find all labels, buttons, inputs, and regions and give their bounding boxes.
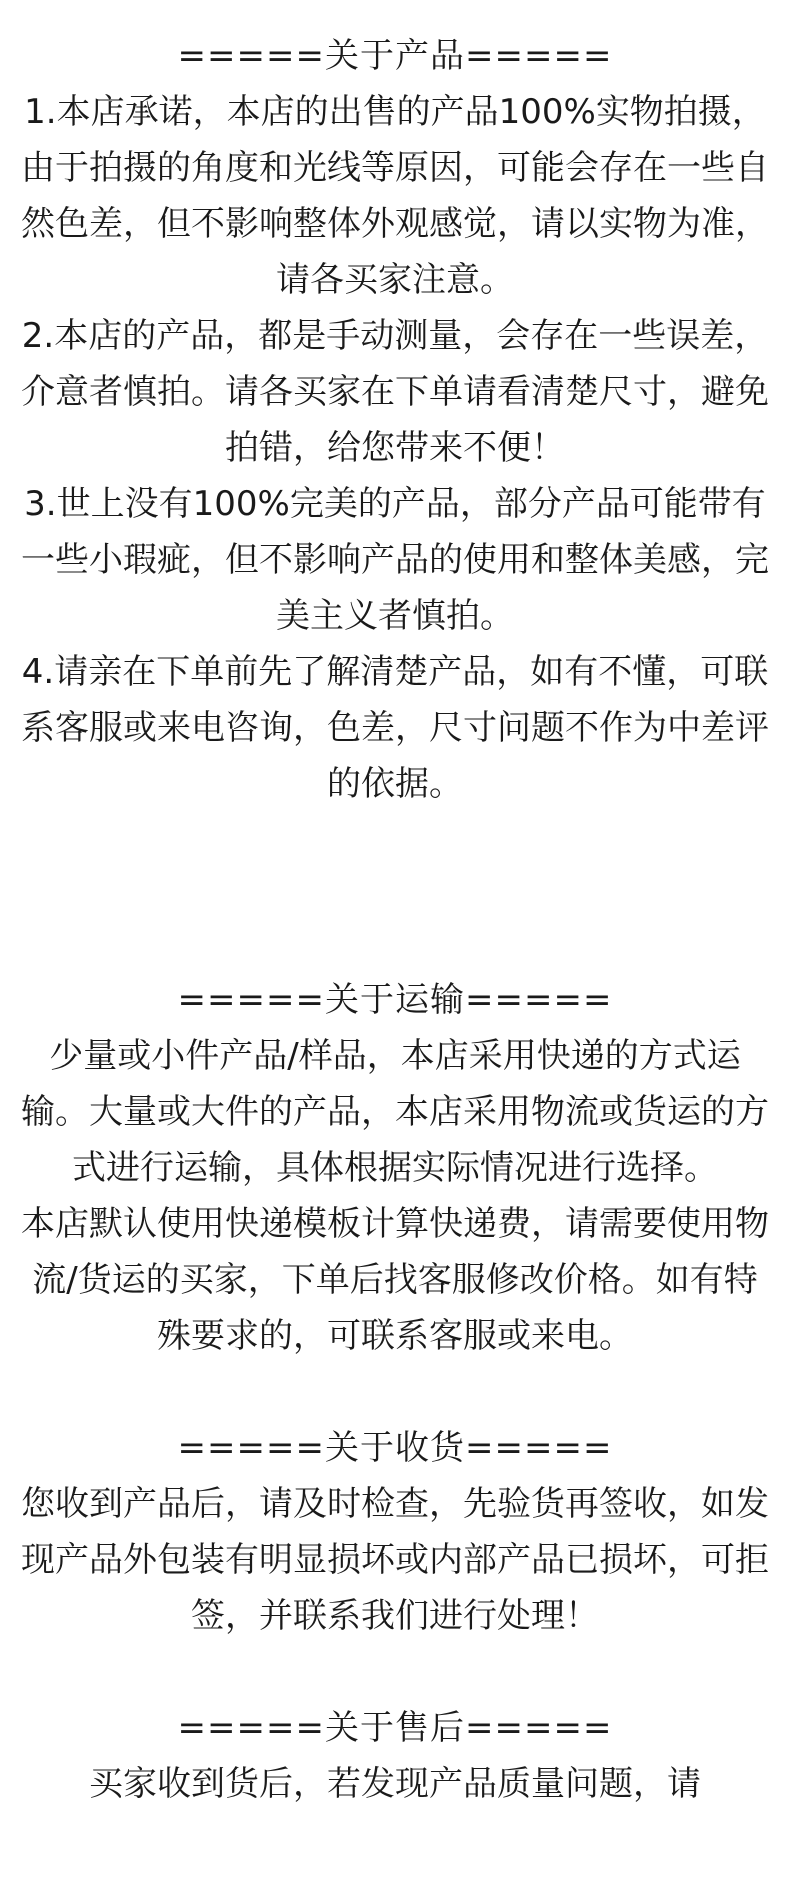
shipping-paragraph-1: 少量或小件产品/样品，本店采用快递的方式运输。大量或大件的产品，本店采用物流或货运的方式进行运输，具体根据实际情况进行选择。 — [21, 1036, 769, 1188]
shipping-paragraph-2: 本店默认使用快递模板计算快递费，请需要使用物流/货运的买家，下单后找客服修改价格。如有特殊要求的，可联系客服或来电。 — [21, 1204, 769, 1356]
section-spacer — [18, 1364, 772, 1420]
section-product — [18, 28, 772, 812]
receiving-paragraph-1: 您收到产品后，请及时检查，先验货再签收，如发现产品外包装有明显损坏或内部产品已损坏，可拒签，并联系我们进行处理！ — [21, 1484, 769, 1636]
section-spacer — [18, 1644, 772, 1700]
product-paragraph-2: 2.本店的产品，都是手动测量，会存在一些误差，介意者慎拍。请各买家在下单请看清楚尺寸，避免拍错，给您带来不便！ — [21, 316, 769, 468]
section-spacer — [18, 812, 772, 972]
section-heading-aftersales: =====关于售后===== — [177, 1708, 613, 1748]
section-heading-product: =====关于产品===== — [177, 36, 613, 76]
product-paragraph-3: 3.世上没有100%完美的产品，部分产品可能带有一些小瑕疵，但不影响产品的使用和整体美感，完美主义者慎拍。 — [21, 484, 769, 636]
aftersales-paragraph-1: 买家收到货后，若发现产品质量问题，请 — [89, 1764, 701, 1804]
product-paragraph-1: 1.本店承诺，本店的出售的产品100%实物拍摄，由于拍摄的角度和光线等原因，可能会存在一些自然色差，但不影响整体外观感觉，请以实物为准，请各买家注意。 — [21, 92, 769, 300]
section-receiving — [18, 1420, 772, 1644]
section-heading-receiving: =====关于收货===== — [177, 1428, 613, 1468]
section-shipping — [18, 972, 772, 1364]
section-heading-shipping: =====关于运输===== — [177, 980, 613, 1020]
section-aftersales — [18, 1700, 772, 1812]
product-paragraph-4: 4.请亲在下单前先了解清楚产品，如有不懂，可联系客服或来电咨询，色差，尺寸问题不作为中差评的依据。 — [21, 652, 769, 804]
